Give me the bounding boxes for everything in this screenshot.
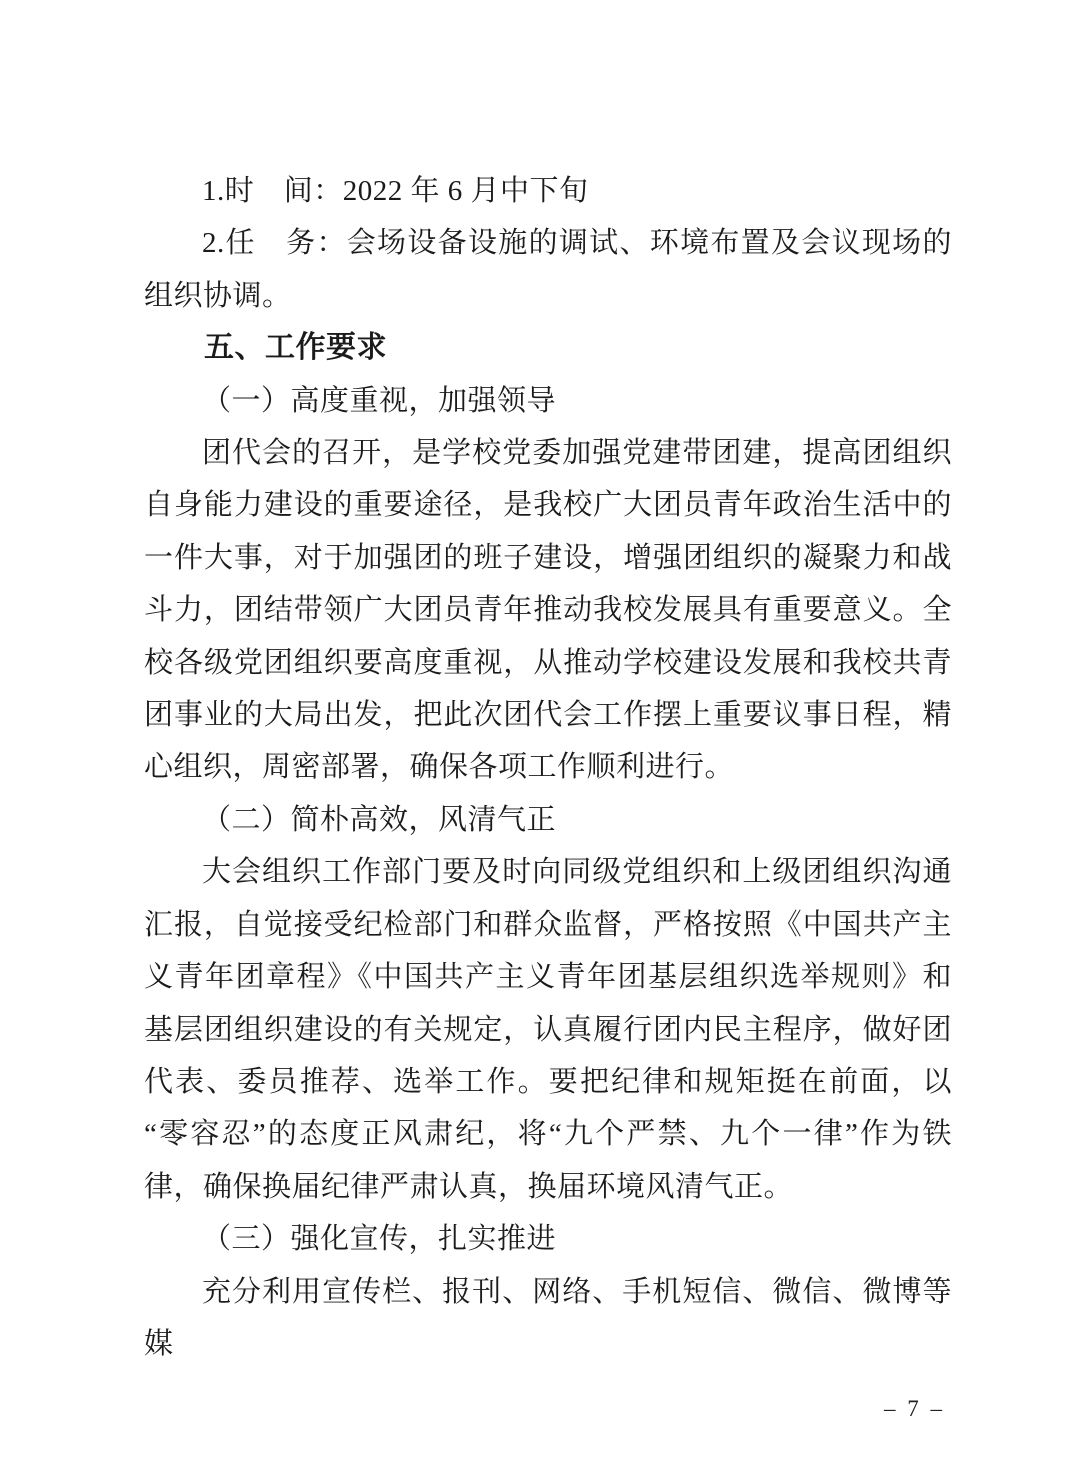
subsection-heading-1: （一）高度重视，加强领导 [202, 384, 557, 417]
subsection-heading-3: （三）强化宣传，扎实推进 [202, 1223, 557, 1256]
section-heading-work-requirements: 五、工作要求 [204, 331, 387, 365]
paragraph-leadership: 团代会的召开，是学校党委加强党建带团建，提高团组织自身能力建设的重要途径，是我校广大团员青年政治生活中的一件大事，对于加强团的班子建设，增强团组织的凝聚力和战斗力，团结带领广大团员青年推动我校发展具有重要意义。全校各级党团组织要高度重视，从推动学校建设发展和我校共青团事业的大局出发，把此次团代会工作摆上重要议事日程，精心组织，周密部署，确保各项工作顺利进行。 [144, 437, 952, 784]
paragraph-task: 2.任 务：会场设备设施的调试、环境布置及会议现场的组织协调。 [144, 227, 952, 312]
paragraph-publicity: 充分利用宣传栏、报刊、网络、手机短信、微信、微博等媒 [144, 1275, 952, 1360]
document-body [144, 165, 952, 1370]
subsection-heading-2: （二）简朴高效，风清气正 [202, 803, 557, 836]
paragraph-discipline: 大会组织工作部门要及时向同级党组织和上级团组织沟通汇报，自觉接受纪检部门和群众监督，严格按照《中国共产主义青年团章程》《中国共产主义青年团基层组织选举规则》和基层团组织建设的有关规定，认真履行团内民主程序，做好团代表、委员推荐、选举工作。要把纪律和规矩挺在前面，以“零容忍”的态度正风肃纪，将“九个严禁、九个一律”作为铁律，确保换届纪律严肃认真，换届环境风清气正。 [144, 856, 952, 1203]
paragraph-time: 1.时 间：2022 年 6 月中下旬 [202, 175, 589, 207]
page-number: – 7 – [884, 1396, 945, 1421]
